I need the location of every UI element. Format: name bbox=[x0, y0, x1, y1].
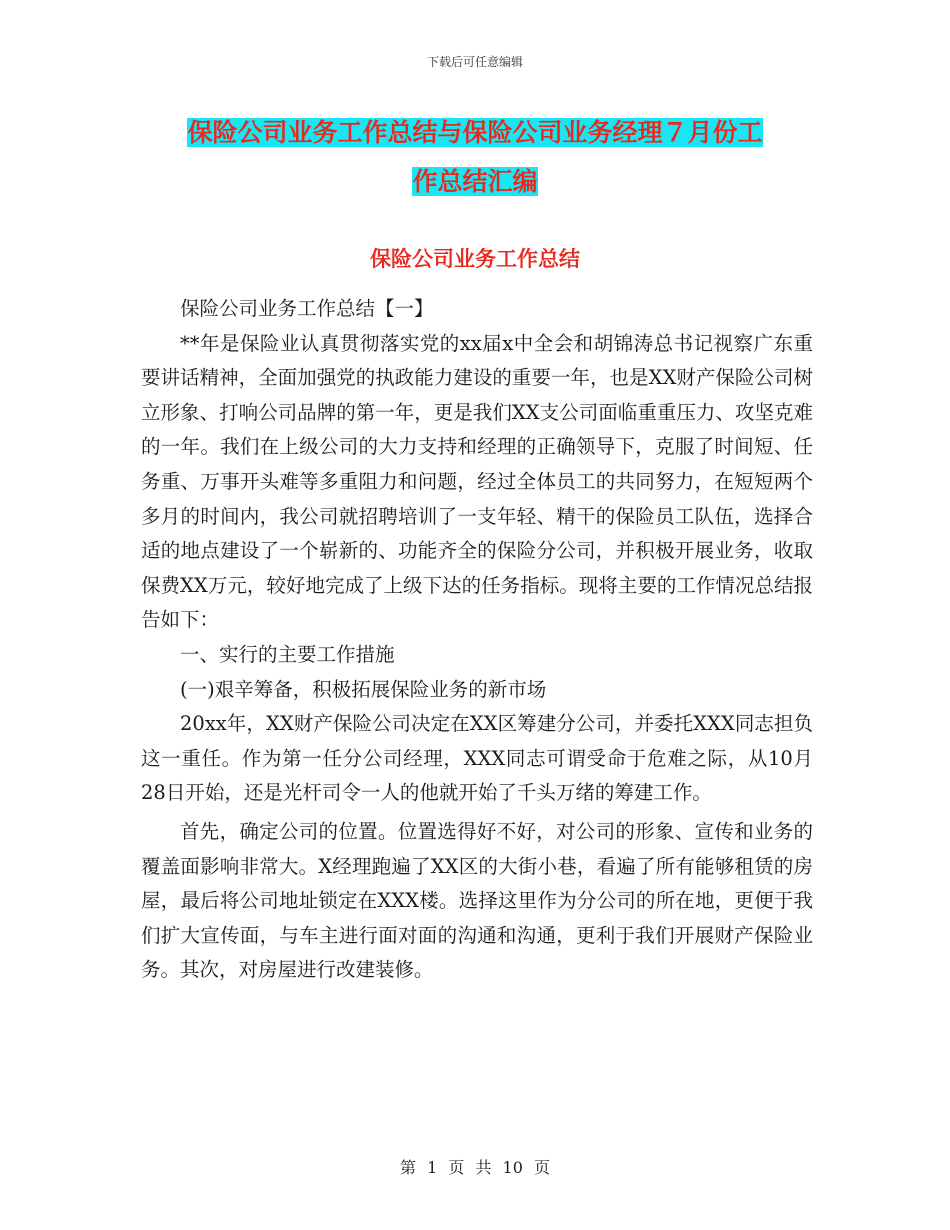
section-title: 保险公司业务工作总结 bbox=[370, 247, 580, 271]
document-title bbox=[140, 108, 810, 206]
paragraph-heading: 保险公司业务工作总结【一】 bbox=[180, 297, 434, 320]
page-footer: 第 1 页 共 10 页 bbox=[400, 1158, 550, 1177]
title-line-1: 保险公司业务工作总结与保险公司业务经理７月份工 bbox=[187, 118, 763, 147]
paragraph-heading: (一)艰辛筹备，积极拓展保险业务的新市场 bbox=[180, 677, 547, 701]
paragraph: 20xx年，XX财产保险公司决定在XX区筹建分公司，并委托XXX同志担负这一重任。作为第一任分公司经理，XXX同志可谓受命于危难之际，从10月28日开始，还是光杆司令一人的他就开始了千头万绪的筹建工作。 bbox=[141, 712, 813, 805]
body-text bbox=[141, 292, 813, 988]
title-line-2: 作总结汇编 bbox=[412, 167, 538, 196]
header-note: 下载后可任意编辑 bbox=[426, 55, 523, 69]
paragraph: 首先，确定公司的位置。位置选得好不好，对公司的形象、宣传和业务的覆盖面影响非常大。X经理跑遍了XX区的大街小巷，看遍了所有能够租赁的房屋，最后将公司地址锁定在XXX楼。选择这里作为分公司的所在地，更便于我们扩大宣传面，与车主进行面对面的沟通和沟通，更利于我们开展财产保险业务。其次，对房屋进行改建装修。 bbox=[141, 819, 813, 982]
paragraph: **年是保险业认真贯彻落实党的xx届x中全会和胡锦涛总书记视察广东重要讲话精神，全面加强党的执政能力建设的重要一年，也是XX财产保险公司树立形象、打响公司品牌的第一年，更是我们XX支公司面临重重压力、攻坚克难的一年。我们在上级公司的大力支持和经理的正确领导下，克服了时间短、任务重、万事开头难等多重阻力和问题，经过全体员工的共同努力，在短短两个多月的时间内，我公司就招聘培训了一支年轻、精干的保险员工队伍，选择合适的地点建设了一个崭新的、功能齐全的保险分公司，并积极开展业务，收取保费XX万元，较好地完成了上级下达的任务指标。现将主要的工作情况总结报告如下： bbox=[141, 331, 813, 632]
paragraph-heading: 一、实行的主要工作措施 bbox=[180, 642, 395, 666]
